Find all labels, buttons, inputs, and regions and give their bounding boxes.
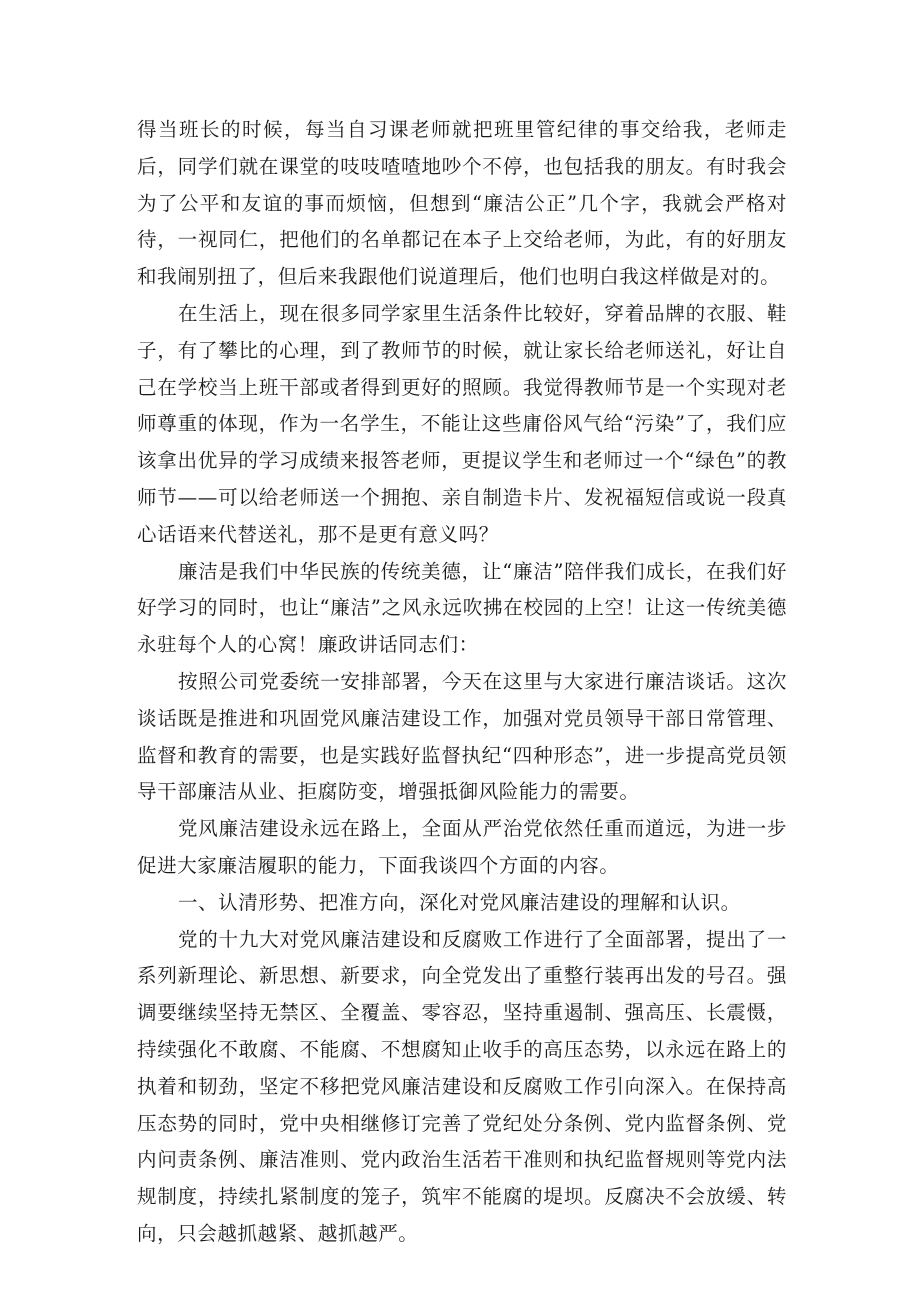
paragraph-integrity-virtue: 廉洁是我们中华民族的传统美德，让“廉洁”陪伴我们成长，在我们好好学习的同时，也让“廉洁”之风永远吹拂在校园的上空！让这一传统美德永驻每个人的心窝！廉政讲话同志们： bbox=[137, 559, 787, 657]
document-body bbox=[137, 112, 787, 1253]
paragraph-talk-intro: 按照公司党委统一安排部署，今天在这里与大家进行廉洁谈话。这次谈话既是推进和巩固党风廉洁建设工作，加强对党员领导干部日常管理、监督和教育的需要，也是实践好监督执纪“四种形态”，进一步提高党员领导干部廉洁从业、拒腐防变，增强抵御风险能力的需要。 bbox=[137, 669, 787, 804]
paragraph-life: 在生活上，现在很多同学家里生活条件比较好，穿着品牌的衣服、鞋子，有了攀比的心理，到了教师节的时候，就让家长给老师送礼，好让自己在学校当上班干部或者得到更好的照顾。我觉得教师节是一个实现对老师尊重的体现，作为一名学生，不能让这些庸俗风气给“污染”了，我们应该拿出优异的学习成绩来报答老师，更提议学生和老师过一个“绿色”的教师节——可以给老师送一个拥抱、亲自制造卡片、发祝福短信或说一段真心话语来代替送礼，那不是更有意义吗？ bbox=[137, 301, 787, 546]
paragraph-continued: 得当班长的时候，每当自习课老师就把班里管纪律的事交给我，老师走后，同学们就在课堂的吱吱喳喳地吵个不停，也包括我的朋友。有时我会为了公平和友谊的事而烦恼，但想到“廉洁公正”几个字，我就会严格对待，一视同仁，把他们的名单都记在本子上交给老师，为此，有的好朋友和我闹别扭了，但后来我跟他们说道理后，他们也明白我这样做是对的。 bbox=[137, 118, 787, 289]
paragraph-nineteenth-congress: 党的十九大对党风廉洁建设和反腐败工作进行了全面部署，提出了一系列新理论、新思想、新要求，向全党发出了重整行装再出发的号召。强调要继续坚持无禁区、全覆盖、零容忍，坚持重遏制、强高压、长震慑，持续强化不敢腐、不能腐、不想腐知止收手的高压态势，以永远在路上的执着和韧劲，坚定不移把党风廉洁建设和反腐败工作引向深入。在保持高压态势的同时，党中央相继修订完善了党纪处分条例、党内监督条例、党内问责条例、廉洁准则、党内政治生活若干准则和执纪监督规则等党内法规制度，持续扎紧制度的笼子，筑牢不能腐的堤坝。反腐决不会放缓、转向，只会越抓越紧、越抓越严。 bbox=[137, 927, 787, 1245]
section-heading-one: 一、认清形势、把准方向，深化对党风廉洁建设的理解和认识。 bbox=[177, 890, 741, 914]
paragraph-four-aspects: 党风廉洁建设永远在路上，全面从严治党依然任重而道远，为进一步促进大家廉洁履职的能力，下面我谈四个方面的内容。 bbox=[137, 817, 787, 877]
